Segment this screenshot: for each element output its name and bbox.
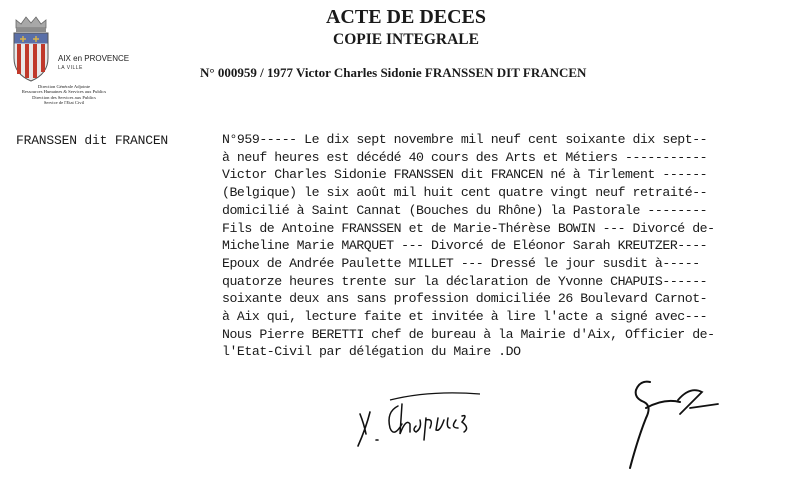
record-reference: N° 000959 / 1977 Victor Charles Sidonie FRANSSEN DIT FRANCEN <box>200 65 587 80</box>
record-line: Victor Charles Sidonie FRANSSEN dit FRANCEN né à Tirlement ------ <box>222 167 708 183</box>
department-line: Direction Générale Adjointe <box>37 84 91 89</box>
record-line: (Belgique) le six août mil huit cent quatre vingt neuf retraité-- <box>222 185 708 201</box>
record-line: quatorze heures trente sur la déclaration de Yvonne CHAPUIS------ <box>222 273 708 289</box>
record-line: domicilié à Saint Cannat (Bouches du Rhône) la Pastorale -------- <box>222 202 708 218</box>
margin-name: FRANSSEN dit FRANCEN <box>16 133 169 148</box>
officer-signature <box>590 368 730 478</box>
record-line: Fils de Antoine FRANSSEN et de Marie-Thérèse BOWIN --- Divorcé de- <box>222 220 715 236</box>
record-line: l'Etat-Civil par délégation du Maire .DO <box>222 344 521 360</box>
city-subtitle: LA VILLE <box>58 65 83 71</box>
document-title: ACTE DE DECES <box>325 6 487 28</box>
record-line: soixante deux ans sans profession domiciliée 26 Boulevard Carnot- <box>222 291 708 307</box>
record-body <box>222 131 715 361</box>
department-line: Service de l'Etat Civil <box>43 100 85 106</box>
department-line: Direction des Services aux Publics <box>32 94 96 100</box>
declarant-signature <box>350 384 490 450</box>
department-block <box>14 84 114 106</box>
record-line: Micheline Marie MARQUET --- Divorcé de Eléonor Sarah KREUTZER---- <box>222 238 708 254</box>
department-line: Ressources Humaines & Services aux Publics <box>21 89 107 95</box>
record-line: à neuf heures est décédé 40 cours des Arts et Métiers ----------- <box>222 149 708 165</box>
record-line: Epoux de Andrée Paulette MILLET --- Dressé le jour susdit à----- <box>222 255 700 271</box>
record-line: Nous Pierre BERETTI chef de bureau à la Mairie d'Aix, Officier de- <box>222 326 715 342</box>
city-name: AIX en PROVENCE <box>58 54 130 63</box>
record-line: à Aix qui, lecture faite et invitée à lire l'acte a signé avec--- <box>222 309 708 325</box>
record-line: N°959----- Le dix sept novembre mil neuf cent soixante dix sept-- <box>222 132 708 147</box>
document-subtitle: COPIE INTEGRALE <box>333 31 479 48</box>
